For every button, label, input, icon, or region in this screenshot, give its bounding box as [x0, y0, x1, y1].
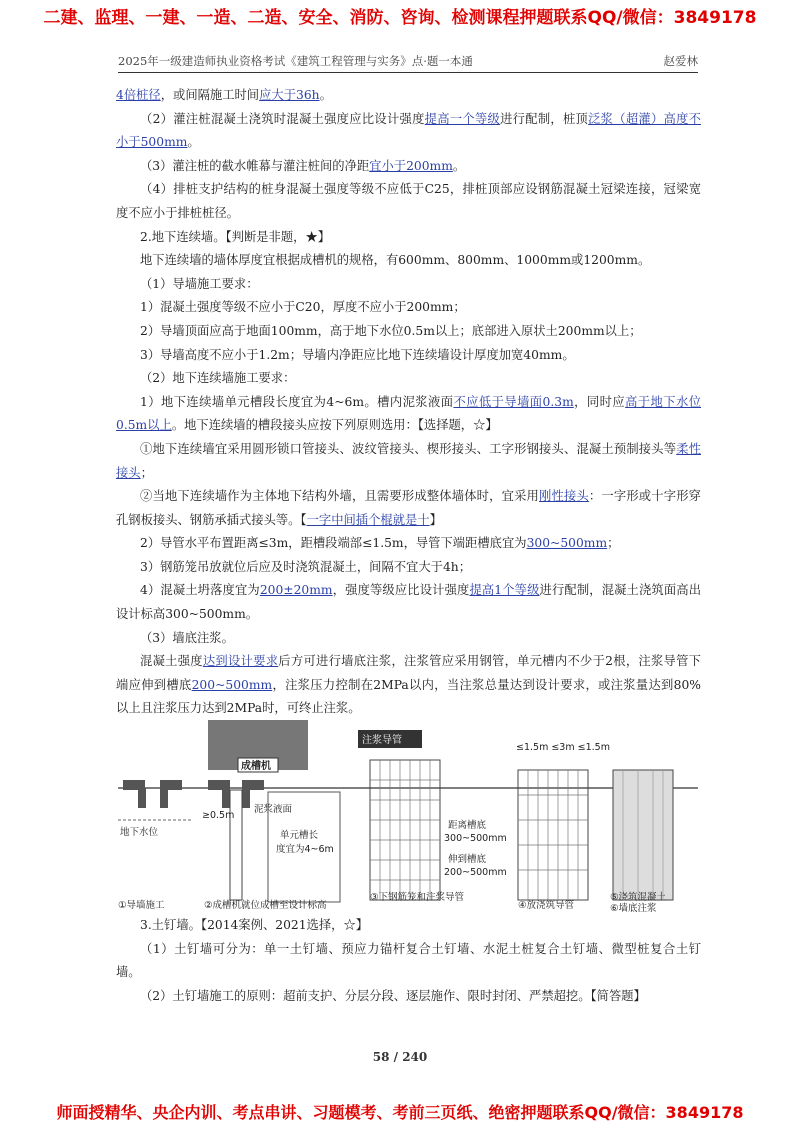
text-segment: （1）导墙施工要求： — [140, 276, 259, 291]
caption-6: ⑥墙底注浆 — [610, 903, 657, 912]
panel-trenching — [202, 720, 340, 902]
text-segment: 3）导墙高度不应小于1.2m；导墙内净距应比地下连续墙设计厚度加宽40mm。 — [140, 347, 575, 362]
panel-tremie — [516, 742, 610, 900]
header-author: 赵爱林 — [663, 54, 698, 68]
paragraph — [116, 627, 701, 651]
text-segment: ①地下连续墙宜采用圆形锁口管接头、波纹管接头、楔形接头、工字形钢接头、混凝土预制接头等 — [140, 441, 677, 456]
highlighted-text: 4倍桩径 — [116, 88, 161, 102]
paragraph — [116, 178, 701, 225]
text-segment: 地下连续墙的墙体厚度宜根据成槽机的规格，有600mm、800mm、1000mm或1200mm。 — [140, 253, 651, 268]
paragraph — [116, 273, 701, 297]
text-segment: 3）钢筋笼吊放就位后应及时浇筑混凝土，间隔不宜大于4h； — [140, 559, 471, 574]
page-header — [118, 50, 698, 73]
text-segment: 2）导管水平布置距离≤3m，距槽段端部≤1.5m，导管下端距槽底宜为 — [140, 536, 527, 551]
panel-concrete — [613, 770, 673, 900]
text-segment: ：一字形或十字形穿孔钢板接头、钢筋承插式接头等。【 — [116, 489, 701, 527]
paragraph — [116, 579, 701, 626]
text-segment: 混凝土强度 — [140, 654, 203, 669]
gte05-label: ≥0.5m — [202, 810, 235, 821]
grout-pipe-label: 注浆导管 — [362, 735, 402, 746]
highlighted-text: 达到设计要求 — [202, 654, 279, 669]
highlighted-text: 200±20mm — [259, 583, 333, 598]
diaphragm-wall-construction-figure — [118, 720, 698, 912]
spacing-label: ≤1.5m ≤3m ≤1.5m — [516, 742, 610, 753]
dist1-label: 距离槽底 — [448, 820, 487, 831]
text-segment: 。 — [452, 158, 466, 173]
paragraph — [116, 296, 701, 320]
text-segment: 1）地下连续墙单元槽段长度宜为4~6m。槽内泥浆液面 — [140, 394, 454, 409]
caption-2: ②成槽机就位成槽至设计标高 — [204, 900, 327, 911]
slurry-label: 泥浆液面 — [254, 804, 293, 815]
text-segment: 4）混凝土坍落度宜为 — [140, 583, 260, 598]
caption-5: ⑤浇筑混凝土 — [610, 892, 667, 903]
text-segment: （2）地下连续墙施工要求： — [140, 371, 296, 386]
groundwater-label: 地下水位 — [120, 827, 159, 838]
text-segment: （3）灌注桩的截水帷幕与灌注桩间的净距 — [140, 158, 370, 173]
section3-heading: 3.土钉墙。【2014案例、2021选择，☆】 — [140, 918, 369, 932]
highlighted-text: 200~500mm — [191, 677, 273, 692]
paragraph — [116, 556, 701, 580]
paragraph — [116, 650, 701, 721]
text-segment: ②当地下连续墙作为主体地下结构外墙，且需要形成整体墙体时，宜采用 — [140, 489, 540, 504]
unit-label: 单元槽长 — [280, 830, 319, 841]
text-segment: ，注浆压力控制在2MPa以内，当注浆总量达到设计要求，或注浆量达到80%以上且注浆压力达到2MPa时，可终止注浆。 — [116, 677, 701, 716]
highlighted-text: 不应低于导墙面0.3m — [453, 394, 574, 409]
highlighted-text: 一字中间插个棍就是十 — [306, 512, 430, 527]
text-segment: 2）导墙顶面应高于地面100mm，高于地下水位0.5m以上；底部进入原状土200mm以上； — [140, 323, 642, 338]
page-number: 58 / 240 — [372, 1050, 428, 1064]
text-segment: 。 — [187, 135, 200, 150]
section3-para-1: （1）土钉墙可分为：单一土钉墙、预应力锚杆复合土钉墙、水泥土桩复合土钉墙、微型桩复合土钉墙。 — [116, 941, 701, 980]
text-segment: ，同时应 — [573, 394, 626, 409]
text-segment: （4）排桩支护结构的桩身混凝土强度等级不应低于C25，排桩顶部应设钢筋混凝土冠梁连接，冠梁宽度不应小于排桩桩径。 — [116, 182, 701, 220]
highlighted-text: 应大于36h — [259, 88, 320, 102]
text-segment: 1）混凝土强度等级不应小于C20，厚度不应小于200mm； — [140, 300, 466, 315]
paragraph — [116, 532, 701, 556]
highlighted-text: 提高一个等级 — [424, 111, 501, 126]
paragraph — [116, 108, 701, 155]
dist2-label: 伸到槽底 — [448, 854, 487, 865]
paragraph — [116, 226, 701, 250]
highlighted-text: 宜小于200mm — [369, 158, 453, 173]
text-segment: （2）灌注桩混凝土浇筑时混凝土强度应比设计强度 — [140, 111, 425, 126]
paragraph — [116, 320, 701, 344]
bottom-promo-banner: 师面授精华、央企内训、考点串讲、习题模考、考前三页纸、绝密押题联系QQ/微信：3849178 — [56, 1103, 744, 1122]
highlighted-text: 泛浆（超灌）高度不小于500mm — [116, 111, 701, 150]
text-segment: 进行配制，桩顶 — [500, 111, 589, 126]
panel-cage — [358, 730, 507, 900]
body-text — [116, 84, 701, 721]
caption-4: ④放浇筑导管 — [518, 900, 575, 911]
text-segment: ； — [607, 536, 620, 551]
text-segment: ； — [140, 465, 153, 480]
text-segment: （3）墙底注浆。 — [140, 630, 234, 645]
dist1v-label: 300~500mm — [444, 833, 507, 844]
paragraph — [116, 84, 701, 108]
text-segment: 2.地下连续墙。【判断是非题，★】 — [140, 229, 331, 244]
paragraph — [116, 367, 701, 391]
paragraph — [116, 344, 701, 368]
text-segment: ，强度等级应比设计强度 — [332, 583, 470, 598]
text-segment: ，或间隔施工时间 — [160, 88, 260, 102]
highlighted-text: 刚性接头 — [539, 489, 589, 504]
highlighted-text: 提高1个等级 — [469, 583, 540, 598]
section3-text — [116, 914, 701, 1008]
paragraph — [116, 438, 701, 485]
highlighted-text: 柔性接头 — [116, 441, 701, 480]
text-segment: 。地下连续墙的槽段接头应按下列原则选用：【选择题，☆】 — [171, 418, 498, 433]
unit2-label: 度宜为4~6m — [276, 844, 334, 855]
highlighted-text: 高于地下水位0.5m以上 — [116, 394, 701, 433]
section3-para-2: （2）土钉墙施工的原则：超前支护、分层分段、逐层施作、限时封闭、严禁超挖。【简答题】 — [140, 988, 646, 1003]
header-title: 2025年一级建造师执业资格考试《建筑工程管理与实务》点·题一本通 — [118, 54, 473, 68]
caption-3: ③下钢筋笼和注浆导管 — [370, 892, 465, 903]
highlighted-text: 300~500mm — [526, 536, 608, 551]
top-promo-banner: 二建、监理、一建、一造、二造、安全、消防、咨询、检测课程押题联系QQ/微信：3849178 — [43, 8, 757, 28]
text-segment: 】 — [429, 512, 442, 527]
text-segment: 。 — [319, 88, 332, 102]
machine-label: 成槽机 — [241, 761, 271, 772]
caption-1: ①导墙施工 — [118, 900, 165, 911]
dist2v-label: 200~500mm — [444, 867, 507, 878]
paragraph — [116, 249, 701, 273]
paragraph — [116, 155, 701, 179]
text-segment: 进行配制，混凝土浇筑面高出设计标高300~500mm。 — [116, 583, 701, 622]
paragraph — [116, 485, 701, 532]
text-segment: 后方可进行墙底注浆，注浆管应采用钢管，单元槽内不少于2根，注浆导管下端应伸到槽底 — [116, 654, 701, 692]
paragraph — [116, 391, 701, 438]
